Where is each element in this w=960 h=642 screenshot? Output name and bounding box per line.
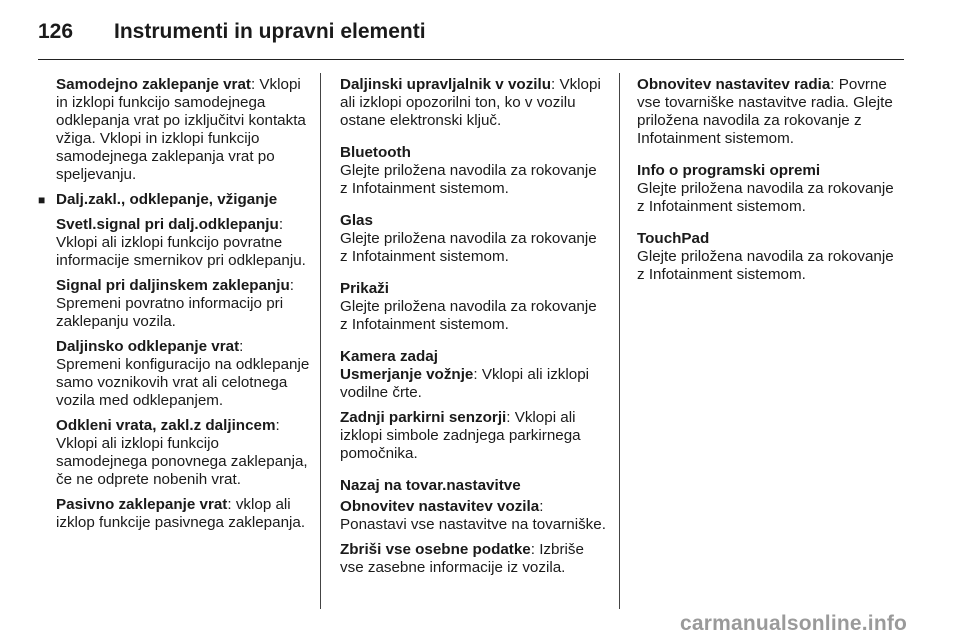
section-heading: Bluetooth [340,144,411,161]
term: Pasivno zaklepanje vrat [56,496,228,513]
paragraph-remote-unlock [56,338,312,410]
description: : Vklopi ali izklopi opozorilni ton, ko v vozilu ostane elektronski ključ. [340,76,601,129]
term: Obnovitev nastavitev radia [637,76,831,93]
watermark-logo: carmanualsonline.info [680,612,908,635]
section-heading: Kamera zadaj [340,348,438,365]
section-text: Glejte priložena navodila za rokovanje z Infotainment sistemom. [340,162,597,197]
description: : Vklopi ali izklopi funkcijo povratne informacije smernikov pri odklepanju. [56,216,306,269]
section-rear-camera [340,348,606,463]
description: : Vklopi ali izklopi vodilne črte. [340,366,590,401]
term: Usmerjanje vožnje [340,366,474,383]
section-heading: Glas [340,212,373,229]
section-text: Glejte priložena navodila za rokovanje z Infotainment sistemom. [340,230,597,265]
section-text: Glejte priložena navodila za rokovanje z Infotainment sistemom. [637,180,894,215]
section-heading: Info o programski opremi [637,162,821,179]
paragraph-auto-lock [56,76,312,184]
paragraph-restore-radio [637,76,899,148]
column-1 [38,76,312,539]
paragraph-guidance [340,366,606,402]
column-divider-2 [619,73,620,609]
paragraph-remote-in-vehicle [340,76,606,130]
term: Signal pri daljinskem zaklepanju [56,277,290,294]
description: : Ponastavi vse nastavitve na tovarniške. [340,498,606,533]
section-bluetooth [340,144,606,198]
term: Odkleni vrata, zakl.z daljincem [56,417,276,434]
paragraph-rear-sensors [340,409,606,463]
bullet-item [38,191,312,209]
description: : vklop ali izklop funkcije pasivnega zaklepanja. [56,496,306,531]
term: Svetl.signal pri dalj.odklepanju [56,216,279,233]
paragraph-clear-personal-data [340,541,606,577]
term: Obnovitev nastavitev vozila [340,498,540,515]
section-text: Glejte priložena navodila za rokovanje z Infotainment sistemom. [340,298,597,333]
header-rule [38,59,904,60]
section-heading: TouchPad [637,230,710,247]
section-prikazi [340,280,606,334]
description: : Spremeni konfiguracijo na odklepanje samo voznikovih vrat ali celotnega vozila med odklepanjem. [56,338,310,409]
page-title: Instrumenti in upravni elementi [114,20,426,43]
paragraph-remote-lock-signal [56,277,312,331]
term: Zadnji parkirni senzorji [340,409,507,426]
column-2 [340,76,606,584]
section-factory-reset [340,477,606,577]
description: : Povrne vse tovarniške nastavitve radia. Glejte priložena navodila za rokovanje z Infotainment sistemom. [637,76,893,147]
term: Zbriši vse osebne podatke [340,541,531,558]
description: : Spremeni povratno informacijo pri zaklepanju vozila. [56,277,295,330]
bullet-square-icon: ■ [38,193,46,207]
description: : Izbriše vse zasebne informacije iz vozila. [340,541,584,576]
section-heading: Prikaži [340,280,389,297]
description: : Vklopi ali izklopi funkcijo samodejnega ponovnega zaklepanja, če ne odprete nobenih vrat. [56,417,308,488]
page-number: 126 [38,20,74,43]
section-text: Glejte priložena navodila za rokovanje z Infotainment sistemom. [637,248,894,283]
page-header [38,20,426,50]
paragraph-passive-lock [56,496,312,532]
term: Samodejno zaklepanje vrat [56,76,251,93]
description: : Vklopi ali izklopi simbole zadnjega parkirnega pomočnika. [340,409,581,462]
description: : Vklopi in izklopi funkcijo samodejnega odklepanja vrat po izključitvi kontakta vžiga. Vklopi in izklopi funkcijo samodejnega zaklepanja vrat po speljevanju. [56,76,306,183]
bullet-heading: Dalj.zakl., odklepanje, vžiganje [56,191,278,208]
paragraph-restore-vehicle [340,498,606,534]
term: Daljinski upravljalnik v vozilu [340,76,552,93]
paragraph-relock [56,417,312,489]
term: Daljinsko odklepanje vrat [56,338,240,355]
section-touchpad [637,230,899,284]
paragraph-light-signal [56,216,312,270]
section-glas [340,212,606,266]
column-3 [637,76,899,298]
section-software-info [637,162,899,216]
section-heading: Nazaj na tovar.nastavitve [340,477,521,494]
column-divider-1 [320,73,321,609]
